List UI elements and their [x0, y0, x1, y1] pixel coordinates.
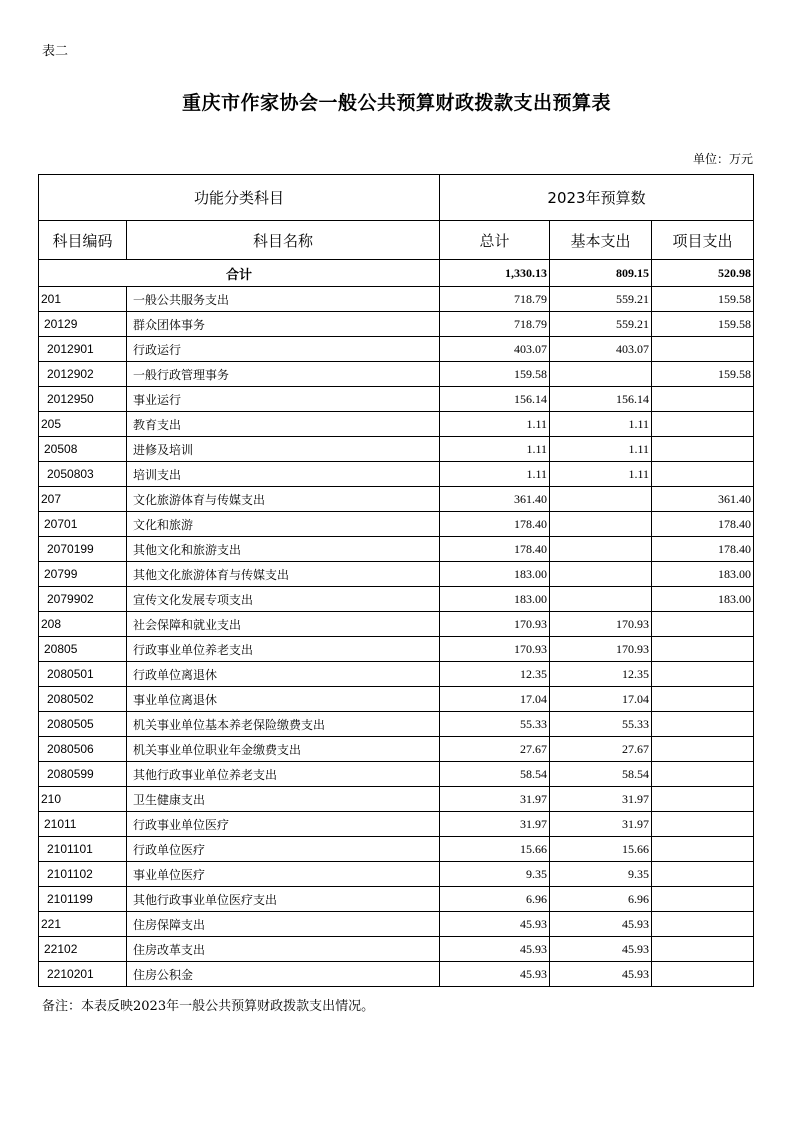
row-total: 12.35	[440, 662, 550, 687]
row-name: 住房改革支出	[127, 937, 440, 962]
row-code: 22102	[39, 937, 127, 962]
table-row	[39, 587, 754, 612]
row-basic: 12.35	[550, 662, 652, 687]
row-code: 2080506	[39, 737, 127, 762]
row-project	[652, 687, 754, 712]
row-basic	[550, 487, 652, 512]
table-row	[39, 512, 754, 537]
row-total: 55.33	[440, 712, 550, 737]
row-project	[652, 387, 754, 412]
row-project	[652, 737, 754, 762]
row-basic: 31.97	[550, 812, 652, 837]
row-code: 210	[39, 787, 127, 812]
header-total: 总计	[440, 221, 550, 260]
row-total: 718.79	[440, 312, 550, 337]
row-name: 住房保障支出	[127, 912, 440, 937]
row-project	[652, 337, 754, 362]
row-code: 2210201	[39, 962, 127, 987]
total-project: 520.98	[652, 260, 754, 287]
row-total: 9.35	[440, 862, 550, 887]
row-basic	[550, 537, 652, 562]
row-basic: 559.21	[550, 287, 652, 312]
row-total: 361.40	[440, 487, 550, 512]
row-name: 培训支出	[127, 462, 440, 487]
row-name: 其他文化旅游体育与传媒支出	[127, 562, 440, 587]
table-row	[39, 337, 754, 362]
row-code: 205	[39, 412, 127, 437]
table-row	[39, 612, 754, 637]
footnote: 备注：本表反映2023年一般公共预算财政拨款支出情况。	[42, 999, 375, 1014]
row-code: 2080505	[39, 712, 127, 737]
row-basic: 15.66	[550, 837, 652, 862]
table-row	[39, 487, 754, 512]
row-basic: 6.96	[550, 887, 652, 912]
row-project	[652, 887, 754, 912]
table-row	[39, 437, 754, 462]
row-total: 170.93	[440, 612, 550, 637]
row-name: 机关事业单位职业年金缴费支出	[127, 737, 440, 762]
row-name: 行政单位医疗	[127, 837, 440, 862]
row-code: 221	[39, 912, 127, 937]
row-basic: 45.93	[550, 962, 652, 987]
row-name: 行政事业单位医疗	[127, 812, 440, 837]
table-row	[39, 887, 754, 912]
row-project	[652, 662, 754, 687]
row-total: 170.93	[440, 637, 550, 662]
table-row	[39, 962, 754, 987]
total-sum: 1,330.13	[440, 260, 550, 287]
table-row	[39, 937, 754, 962]
page-label: 表二	[42, 44, 69, 59]
row-code: 20508	[39, 437, 127, 462]
row-basic: 31.97	[550, 787, 652, 812]
table-row	[39, 562, 754, 587]
table-row	[39, 912, 754, 937]
row-total: 15.66	[440, 837, 550, 862]
row-total: 31.97	[440, 787, 550, 812]
row-project	[652, 637, 754, 662]
row-total: 178.40	[440, 512, 550, 537]
header-row-group	[39, 175, 754, 221]
row-code: 2012902	[39, 362, 127, 387]
row-basic: 1.11	[550, 437, 652, 462]
row-name: 群众团体事务	[127, 312, 440, 337]
row-project: 159.58	[652, 312, 754, 337]
row-basic: 55.33	[550, 712, 652, 737]
row-project	[652, 862, 754, 887]
table-row	[39, 387, 754, 412]
row-code: 2079902	[39, 587, 127, 612]
table-row	[39, 312, 754, 337]
row-project	[652, 812, 754, 837]
row-name: 其他行政事业单位医疗支出	[127, 887, 440, 912]
table-row	[39, 787, 754, 812]
row-name: 社会保障和就业支出	[127, 612, 440, 637]
row-code: 2012901	[39, 337, 127, 362]
row-name: 其他文化和旅游支出	[127, 537, 440, 562]
row-project	[652, 787, 754, 812]
row-basic	[550, 587, 652, 612]
table-row	[39, 412, 754, 437]
row-code: 2070199	[39, 537, 127, 562]
row-name: 文化和旅游	[127, 512, 440, 537]
header-budget-2023: 2023年预算数	[440, 175, 754, 221]
row-code: 20129	[39, 312, 127, 337]
row-basic	[550, 562, 652, 587]
row-name: 进修及培训	[127, 437, 440, 462]
row-basic: 170.93	[550, 637, 652, 662]
row-project	[652, 837, 754, 862]
row-name: 其他行政事业单位养老支出	[127, 762, 440, 787]
row-basic: 17.04	[550, 687, 652, 712]
row-name: 机关事业单位基本养老保险缴费支出	[127, 712, 440, 737]
row-name: 事业单位离退休	[127, 687, 440, 712]
table-row	[39, 837, 754, 862]
row-project: 183.00	[652, 587, 754, 612]
row-code: 20701	[39, 512, 127, 537]
row-total: 45.93	[440, 912, 550, 937]
row-basic: 1.11	[550, 462, 652, 487]
row-basic: 27.67	[550, 737, 652, 762]
row-project	[652, 912, 754, 937]
row-name: 事业运行	[127, 387, 440, 412]
document-title: 重庆市作家协会一般公共预算财政拨款支出预算表	[181, 92, 611, 114]
row-basic: 58.54	[550, 762, 652, 787]
row-project	[652, 937, 754, 962]
row-basic	[550, 512, 652, 537]
row-total: 27.67	[440, 737, 550, 762]
header-project: 项目支出	[652, 221, 754, 260]
row-total: 17.04	[440, 687, 550, 712]
row-total: 178.40	[440, 537, 550, 562]
row-code: 2050803	[39, 462, 127, 487]
table-row	[39, 737, 754, 762]
table-row	[39, 862, 754, 887]
row-name: 事业单位医疗	[127, 862, 440, 887]
row-total: 159.58	[440, 362, 550, 387]
row-total: 183.00	[440, 587, 550, 612]
row-basic: 1.11	[550, 412, 652, 437]
row-name: 一般公共服务支出	[127, 287, 440, 312]
row-project: 159.58	[652, 287, 754, 312]
row-project	[652, 762, 754, 787]
table-row	[39, 687, 754, 712]
row-code: 2080501	[39, 662, 127, 687]
row-project	[652, 437, 754, 462]
row-code: 2012950	[39, 387, 127, 412]
row-code: 2101199	[39, 887, 127, 912]
total-basic: 809.15	[550, 260, 652, 287]
row-project	[652, 962, 754, 987]
row-code: 208	[39, 612, 127, 637]
budget-table	[38, 174, 754, 987]
row-project: 183.00	[652, 562, 754, 587]
row-basic	[550, 362, 652, 387]
row-basic: 170.93	[550, 612, 652, 637]
row-code: 2101101	[39, 837, 127, 862]
row-basic: 45.93	[550, 937, 652, 962]
row-project	[652, 462, 754, 487]
total-label: 合计	[39, 260, 440, 287]
row-name: 行政事业单位养老支出	[127, 637, 440, 662]
table-row	[39, 462, 754, 487]
table-row	[39, 637, 754, 662]
row-total: 45.93	[440, 962, 550, 987]
table-row	[39, 537, 754, 562]
row-name: 文化旅游体育与传媒支出	[127, 487, 440, 512]
row-name: 住房公积金	[127, 962, 440, 987]
header-code: 科目编码	[39, 221, 127, 260]
row-code: 201	[39, 287, 127, 312]
row-project: 178.40	[652, 537, 754, 562]
row-total: 718.79	[440, 287, 550, 312]
row-project	[652, 712, 754, 737]
row-name: 行政运行	[127, 337, 440, 362]
row-total: 1.11	[440, 462, 550, 487]
header-name: 科目名称	[127, 221, 440, 260]
row-name: 卫生健康支出	[127, 787, 440, 812]
row-total: 183.00	[440, 562, 550, 587]
row-code: 2101102	[39, 862, 127, 887]
row-basic: 156.14	[550, 387, 652, 412]
row-project	[652, 412, 754, 437]
row-code: 20805	[39, 637, 127, 662]
header-row-columns	[39, 221, 754, 260]
row-project: 159.58	[652, 362, 754, 387]
row-total: 1.11	[440, 412, 550, 437]
header-function-category: 功能分类科目	[39, 175, 440, 221]
row-code: 21011	[39, 812, 127, 837]
row-basic: 559.21	[550, 312, 652, 337]
table-row	[39, 712, 754, 737]
row-code: 2080502	[39, 687, 127, 712]
row-name: 教育支出	[127, 412, 440, 437]
row-basic: 9.35	[550, 862, 652, 887]
row-project: 178.40	[652, 512, 754, 537]
table-row	[39, 362, 754, 387]
row-total: 1.11	[440, 437, 550, 462]
row-total: 403.07	[440, 337, 550, 362]
row-total: 31.97	[440, 812, 550, 837]
row-total: 45.93	[440, 937, 550, 962]
row-basic: 45.93	[550, 912, 652, 937]
table-row	[39, 662, 754, 687]
row-name: 行政单位离退休	[127, 662, 440, 687]
row-project	[652, 612, 754, 637]
row-code: 207	[39, 487, 127, 512]
table-row	[39, 287, 754, 312]
row-name: 宣传文化发展专项支出	[127, 587, 440, 612]
row-total: 6.96	[440, 887, 550, 912]
total-row	[39, 260, 754, 287]
row-code: 2080599	[39, 762, 127, 787]
unit-label: 单位：万元	[692, 152, 753, 166]
row-total: 156.14	[440, 387, 550, 412]
table-row	[39, 812, 754, 837]
table-row	[39, 762, 754, 787]
row-total: 58.54	[440, 762, 550, 787]
row-code: 20799	[39, 562, 127, 587]
header-basic: 基本支出	[550, 221, 652, 260]
row-name: 一般行政管理事务	[127, 362, 440, 387]
row-basic: 403.07	[550, 337, 652, 362]
row-project: 361.40	[652, 487, 754, 512]
